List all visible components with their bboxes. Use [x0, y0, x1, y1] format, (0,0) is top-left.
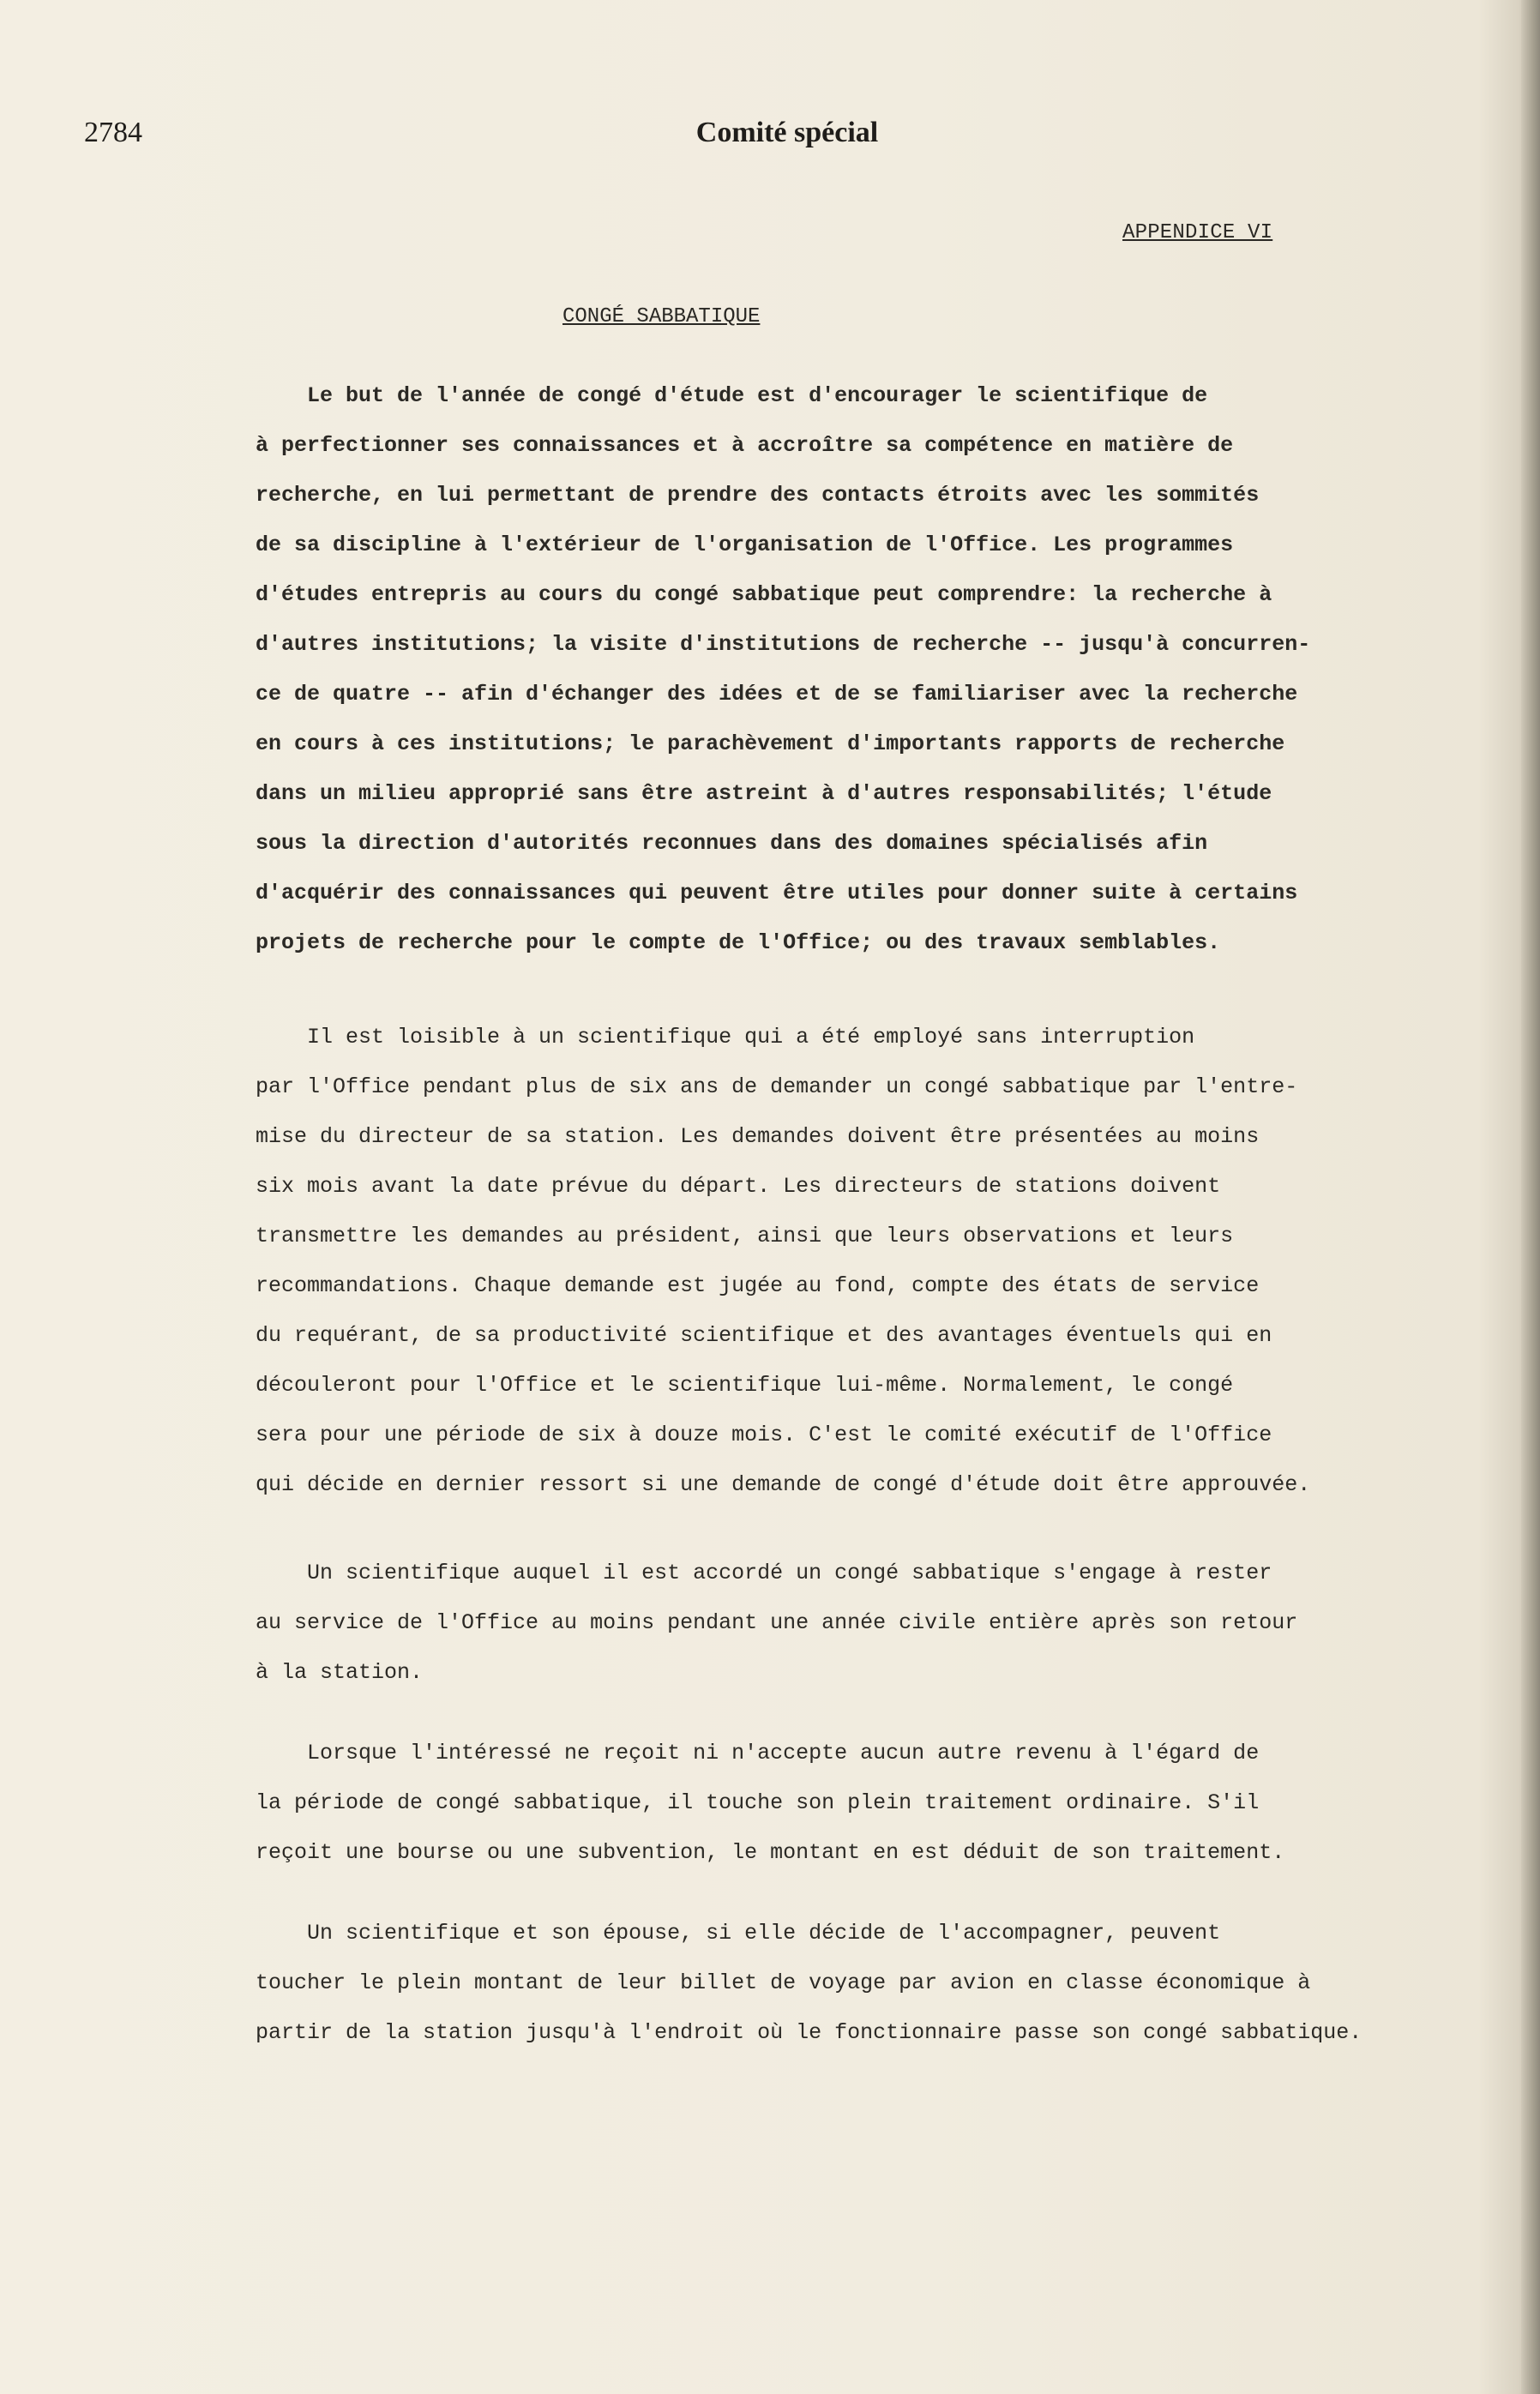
text-line: qui décide en dernier ressort si une demande de congé d'étude doit être approuvée. — [256, 1472, 1311, 1497]
text-line: Le but de l'année de congé d'étude est d'encourager le scientifique de — [256, 383, 1208, 408]
text-line: d'études entrepris au cours du congé sabbatique peut comprendre: la recherche à — [256, 582, 1272, 607]
text-line: Il est loisible à un scientifique qui a été employé sans interruption — [256, 1025, 1195, 1050]
document-title: CONGÉ SABBATIQUE — [562, 305, 761, 328]
text-line: recommandations. Chaque demande est jugée au fond, compte des états de service — [256, 1273, 1260, 1298]
text-line: Un scientifique et son épouse, si elle décide de l'accompagner, peuvent — [256, 1921, 1221, 1946]
text-line: au service de l'Office au moins pendant une année civile entière après son retour — [256, 1610, 1298, 1635]
text-line: mise du directeur de sa station. Les demandes doivent être présentées au moins — [256, 1124, 1260, 1149]
text-line: six mois avant la date prévue du départ. Les directeurs de stations doivent — [256, 1174, 1221, 1199]
text-line: à perfectionner ses connaissances et à accroître sa compétence en matière de — [256, 433, 1234, 458]
text-line: d'autres institutions; la visite d'institutions de recherche -- jusqu'à concurren- — [256, 632, 1311, 657]
text-line: toucher le plein montant de leur billet de voyage par avion en classe économique à — [256, 1970, 1311, 1995]
text-line: Un scientifique auquel il est accordé un congé sabbatique s'engage à rester — [256, 1561, 1272, 1585]
text-line: ce de quatre -- afin d'échanger des idées et de se familiariser avec la recherche — [256, 682, 1298, 707]
text-line: à la station. — [256, 1660, 424, 1685]
text-line: du requérant, de sa productivité scientifique et des avantages éventuels qui en — [256, 1323, 1272, 1348]
text-line: en cours à ces institutions; le parachèvement d'importants rapports de recherche — [256, 731, 1285, 756]
text-line: d'acquérir des connaissances qui peuvent être utiles pour donner suite à certains — [256, 881, 1298, 905]
text-line: découleront pour l'Office et le scientifique lui-même. Normalement, le congé — [256, 1373, 1234, 1398]
text-line: reçoit une bourse ou une subvention, le montant en est déduit de son traitement. — [256, 1840, 1285, 1865]
text-line: projets de recherche pour le compte de l'Office; ou des travaux semblables. — [256, 930, 1221, 955]
text-line: transmettre les demandes au président, ainsi que leurs observations et leurs — [256, 1224, 1234, 1248]
text-line: sous la direction d'autorités reconnues dans des domaines spécialisés afin — [256, 831, 1208, 856]
running-title: Comité spécial — [695, 117, 879, 148]
text-line: la période de congé sabbatique, il touche son plein traitement ordinaire. S'il — [256, 1790, 1260, 1815]
text-line: sera pour une période de six à douze mois. C'est le comité exécutif de l'Office — [256, 1423, 1272, 1447]
text-line: Lorsque l'intéressé ne reçoit ni n'accepte aucun autre revenu à l'égard de — [256, 1741, 1260, 1765]
text-line: dans un milieu approprié sans être astreint à d'autres responsabilités; l'étude — [256, 781, 1272, 806]
text-line: recherche, en lui permettant de prendre des contacts étroits avec les sommités — [256, 483, 1260, 508]
text-line: par l'Office pendant plus de six ans de demander un congé sabbatique par l'entre- — [256, 1074, 1298, 1099]
text-line: de sa discipline à l'extérieur de l'organisation de l'Office. Les programmes — [256, 532, 1234, 557]
page-number: 2784 — [84, 117, 142, 148]
page-edge-shadow — [1521, 0, 1540, 2394]
appendix-label: APPENDICE VI — [1122, 221, 1273, 244]
text-line: partir de la station jusqu'à l'endroit où le fonctionnaire passe son congé sabbatique. — [256, 2020, 1363, 2045]
